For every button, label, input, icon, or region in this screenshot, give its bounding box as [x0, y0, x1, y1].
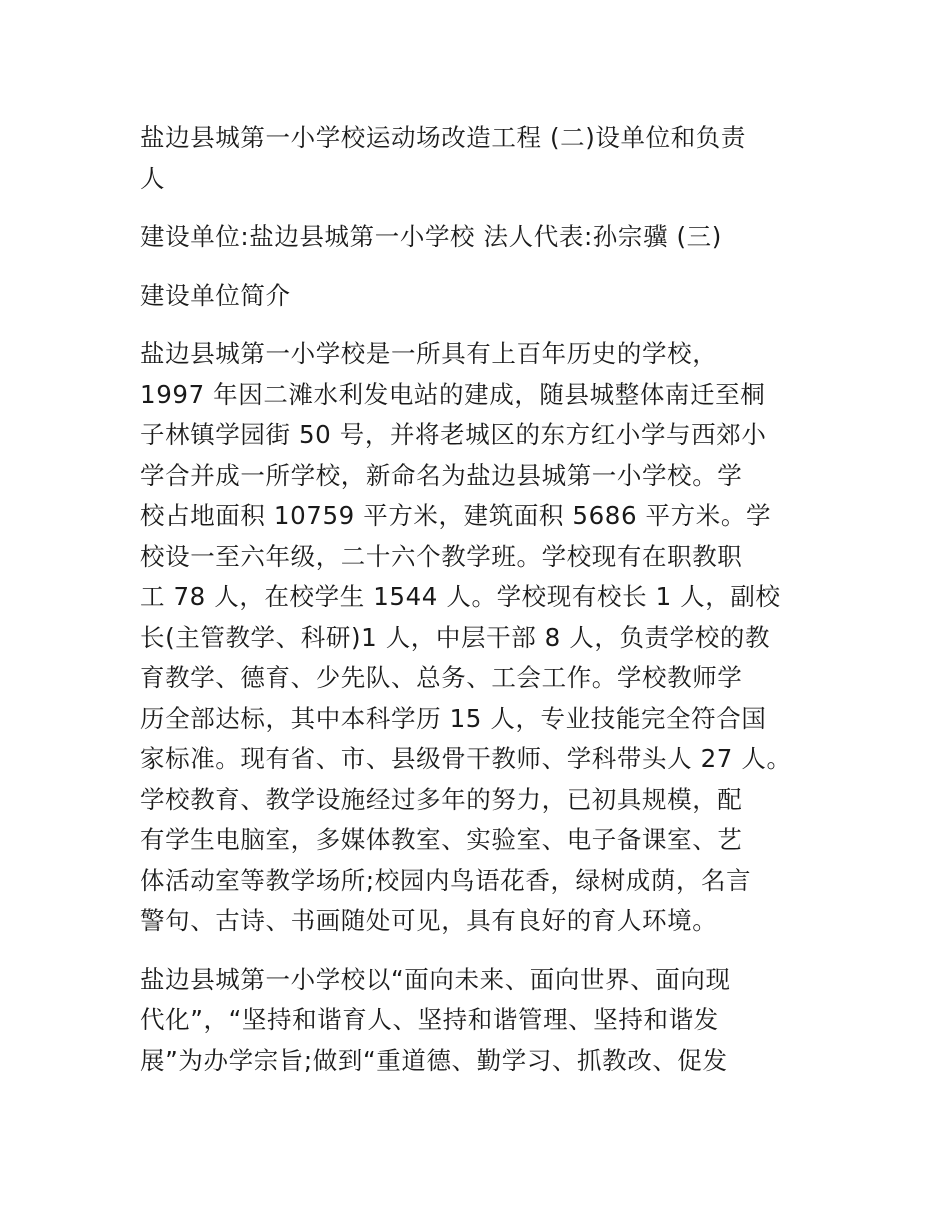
document-page: [140, 118, 830, 1099]
text-line: 盐边县城第一小学校运动场改造工程 (二)设单位和负责: [140, 123, 747, 152]
text-line: 展”为办学宗旨;做到“重道德、勤学习、抓教改、促发: [140, 1045, 728, 1075]
owner-info-paragraph: [140, 217, 830, 258]
text-line: 代化”，“坚持和谐育人、坚持和谐管理、坚持和谐发: [140, 1005, 719, 1034]
text-line: 建设单位:盐边县城第一小学校 法人代表:孙宗骥 (三): [140, 222, 722, 251]
text-line: 校设一至六年级，二十六个教学班。学校现有在职教职: [140, 541, 743, 571]
section-title-paragraph: [140, 276, 830, 317]
text-line: 长(主管教学、科研)1 人，中层干部 8 人，负责学校的教: [140, 622, 771, 652]
text-line: 人: [140, 163, 166, 193]
text-line: 学合并成一所学校，新命名为盐边县城第一小学校。学: [140, 460, 743, 490]
text-line: 工 78 人，在校学生 1544 人。学校现有校长 1 人，副校: [140, 582, 781, 611]
philosophy-paragraph: [140, 960, 830, 1082]
text-line: 盐边县城第一小学校是一所具有上百年历史的学校，: [140, 339, 718, 368]
text-line: 1997 年因二滩水利发电站的建成，随县城整体南迁至桐: [140, 379, 766, 409]
text-line: 子林镇学园街 50 号，并将老城区的东方红小学与西郊小: [140, 420, 767, 449]
text-line: 建设单位简介: [140, 280, 291, 310]
text-line: 育教学、德育、少先队、总务、工会工作。学校教师学: [140, 663, 743, 692]
text-line: 警句、古诗、书画随处可见，具有良好的育人环境。: [140, 906, 718, 935]
text-line: 历全部达标，其中本科学历 15 人，专业技能完全符合国: [140, 703, 767, 733]
text-line: 家标准。现有省、市、县级骨干教师、学科带头人 27 人。: [140, 744, 792, 773]
text-line: 校占地面积 10759 平方米，建筑面积 5686 平方米。学: [140, 501, 772, 530]
text-line: 学校教育、教学设施经过多年的努力，已初具规模，配: [140, 784, 743, 814]
text-line: 体活动室等教学场所;校园内鸟语花香，绿树成荫，名言: [140, 865, 752, 895]
text-line: 盐边县城第一小学校以“面向未来、面向世界、面向现: [140, 964, 731, 994]
heading-paragraph: [140, 118, 830, 199]
text-line: 有学生电脑室，多媒体教室、实验室、电子备课室、艺: [140, 825, 743, 854]
introduction-paragraph: [140, 334, 830, 942]
